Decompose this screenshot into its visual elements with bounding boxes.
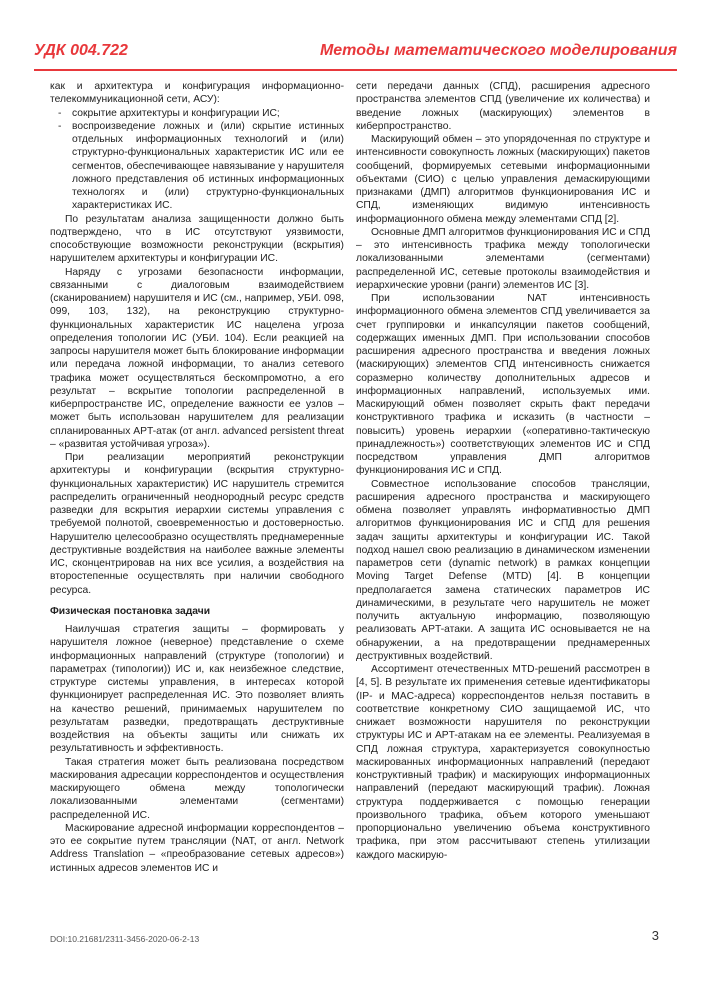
bullet-list (50, 107, 344, 213)
paragraph: При реализации мероприятий реконструкции архитектуры и конфигурации (вскрытия структурно-функциональных характеристик) ИС нарушитель стремится распределить ограниченный неоднородный ресурс средств разведки для вскрытия иерархии системы управления с требуемой полнотой, своевременностью и достоверностью. Нарушителю целесообразно осуществлять преднамеренные деструктивные воздействия на наиболее важные элементы ИС, сконцентрировав на них все усилия, а воздействия на второстепенные осуществлять при наличии свободного ресурса. (50, 452, 344, 596)
paragraph: Наряду с угрозами безопасности информации, связанными с диалоговым взаимодействием (сканированием) нарушителя и ИС (см., например, УБИ. 098, 099, 103, 132), на реконструкцию структурно-функциональных характеристик ИС нацелена угроза определения топологии ИС (УБИ. 104). Если реакцией на запросы нарушителя может быть блокирование информации или передача ложной информации, то анализ сетевого трафика может осуществляться бескомпромотно, а его результат – вскрытие топологии распределенной в киберпространстве ИС, определение важности ее узлов – может быть использован нарушителем для реализации спланированных APT-атак (от англ. advanced persistent threat – «развитая устойчивая угроза»). (50, 266, 344, 450)
udk-code: УДК 004.722 (34, 42, 128, 59)
paragraph: Маскирующий обмен – это упорядоченная по структуре и интенсивности совокупность ложных (маскирующих) пакетов сообщений, формируемых сетевыми информационными объектами (СИО) с целью управления демаскирующими признаками (ДМП) алгоритмов функционирования ИС и СПД, изменяющих видимую интенсивность информационного обмена между элементами СПД [2]. (356, 134, 650, 225)
left-column (50, 80, 344, 875)
paragraph: Маскирование адресной информации корреспондентов – это ее сокрытие путем трансляции (NAT, от англ. Network Address Translation – «преобразование сетевых адресов») истинных адресов элементов ИС и (50, 822, 344, 874)
paragraph: По результатам анализа защищенности должно быть подтверждено, что в ИС отсутствуют уязвимости, способствующие возможности реконструкции (вскрытия) нарушителем архитектуры и конфигурации ИС. (50, 213, 344, 265)
header-rule (34, 69, 677, 71)
paragraph: Ассортимент отечественных MTD-решений рассмотрен в [4, 5]. В результате их применения сетевые идентификаторы (IP- и MAC-адреса) корреспондентов нельзя поставить в соответствие конкретному СИО защищаемой ИС, что снижает возможности нарушителя по реконструкции структуры ИС и APT-атакам на ее элементы. Реализуемая в СПД ложная структура, характеризуется совокупностью маскированных информационных направлений (передают конструктивный трафик) и маскирующих информационных направлений (передают маскирующий трафик). Ложная структура поддерживается с помощью генерации произвольного трафика, объем которого уменьшают пропорционально увеличению объема конструктивного трафика, при этом рассчитывают степень утилизации каждого маскирую- (356, 664, 650, 861)
list-item: - воспроизведение ложных и (или) скрытие истинных отдельных информационных технологий и (или) структурно-функциональных характеристик ИС или ее сегментов, обеспечивающее навязывание у нарушителя ложного представления об истинных информационных технологях и (или) структурно-функциональных характеристиках ИС. (50, 120, 344, 213)
paragraph: При использовании NAT интенсивность информационного обмена элементов СПД увеличивается за счет группировки и инкапсуляции пакетов сообщений, содержащих именных ДМП. При использовании способов расширения адресного пространства и введения ложных (маскирующих) элементов СПД интенсивность снижается соразмерно количеству дополнительных адресов и информационных направлений, используемых ими. Маскирующий обмен позволяет скрыть факт передачи конструктивного трафика и исказить (в частности – повысить) уровень иерархии («оперативно-тактическую принадлежность») соответствующих элементов ИС и СПД посредством управления ДМП алгоритмов функционирования ИС и СПД. (356, 293, 650, 477)
list-item: - сокрытие архитектуры и конфигурации ИС; (50, 107, 344, 120)
paragraph: Основные ДМП алгоритмов функционирования ИС и СПД – это интенсивность трафика между топологически локализованными элементами (сегментами) распределенной ИС, сетевые протоколы взаимодействия и иерархические уровни (ранги) элементов ИС [3]. (356, 226, 650, 291)
paragraph: Совместное использование способов трансляции, расширения адресного пространства и маскирующего обмена позволяет управлять информативностью ДМП алгоритмов функционирования ИС и СПД для решения задач защиты архитектуры и конфигурации ИС. Такой подход нашел свою реализацию в динамическом изменении параметров сети (dynamic network) в рамках концепции Moving Target Defense (MTD) [4]. В концепции предполагается замена статических параметров ИС динамическими, в результате чего нарушитель не может получить актуальную информацию, позволяющую реализовать APT-атаки. А защита ИС основывается не на обнаружении, а на предотвращении преднамеренных деструктивных воздействий. (356, 478, 650, 662)
page-header (34, 42, 677, 64)
paragraph: сети передачи данных (СПД), расширения адресного пространства элементов СПД (увеличение их количества) и введение ложных (маскирующих) элементов в киберпространство. (356, 81, 650, 132)
doi-footer: DOI:10.21681/2311-3456-2020-06-2-13 (50, 934, 200, 944)
right-column (356, 80, 650, 862)
paragraph: как и архитектура и конфигурация информационно-телекоммуникационной сети, АСУ): (50, 81, 344, 106)
section-heading: Физическая постановка задачи (50, 605, 211, 617)
page-number: 3 (651, 928, 659, 943)
section-title: Методы математического моделирования (319, 42, 677, 59)
paragraph: Такая стратегия может быть реализована посредством маскирования адресации корреспондентов и осуществления маскирующего обмена между топологически локализованными элементами (сегментами) распределенной ИС. (50, 756, 344, 821)
paragraph: Наилучшая стратегия защиты – формировать у нарушителя ложное (неверное) представление о схеме информационных направлений (структуре (топологии) и параметрах (типологии)) ИС и, как неизбежное следствие, структуре системы управления, в интересах которой функционирует распределенная ИС. Это позволяет влиять на качество решений, принимаемых нарушителем по результатам разведки, предотвращать деструктивные воздействия на объекты защиты или снижать их результативность и эффективность. (50, 624, 344, 755)
